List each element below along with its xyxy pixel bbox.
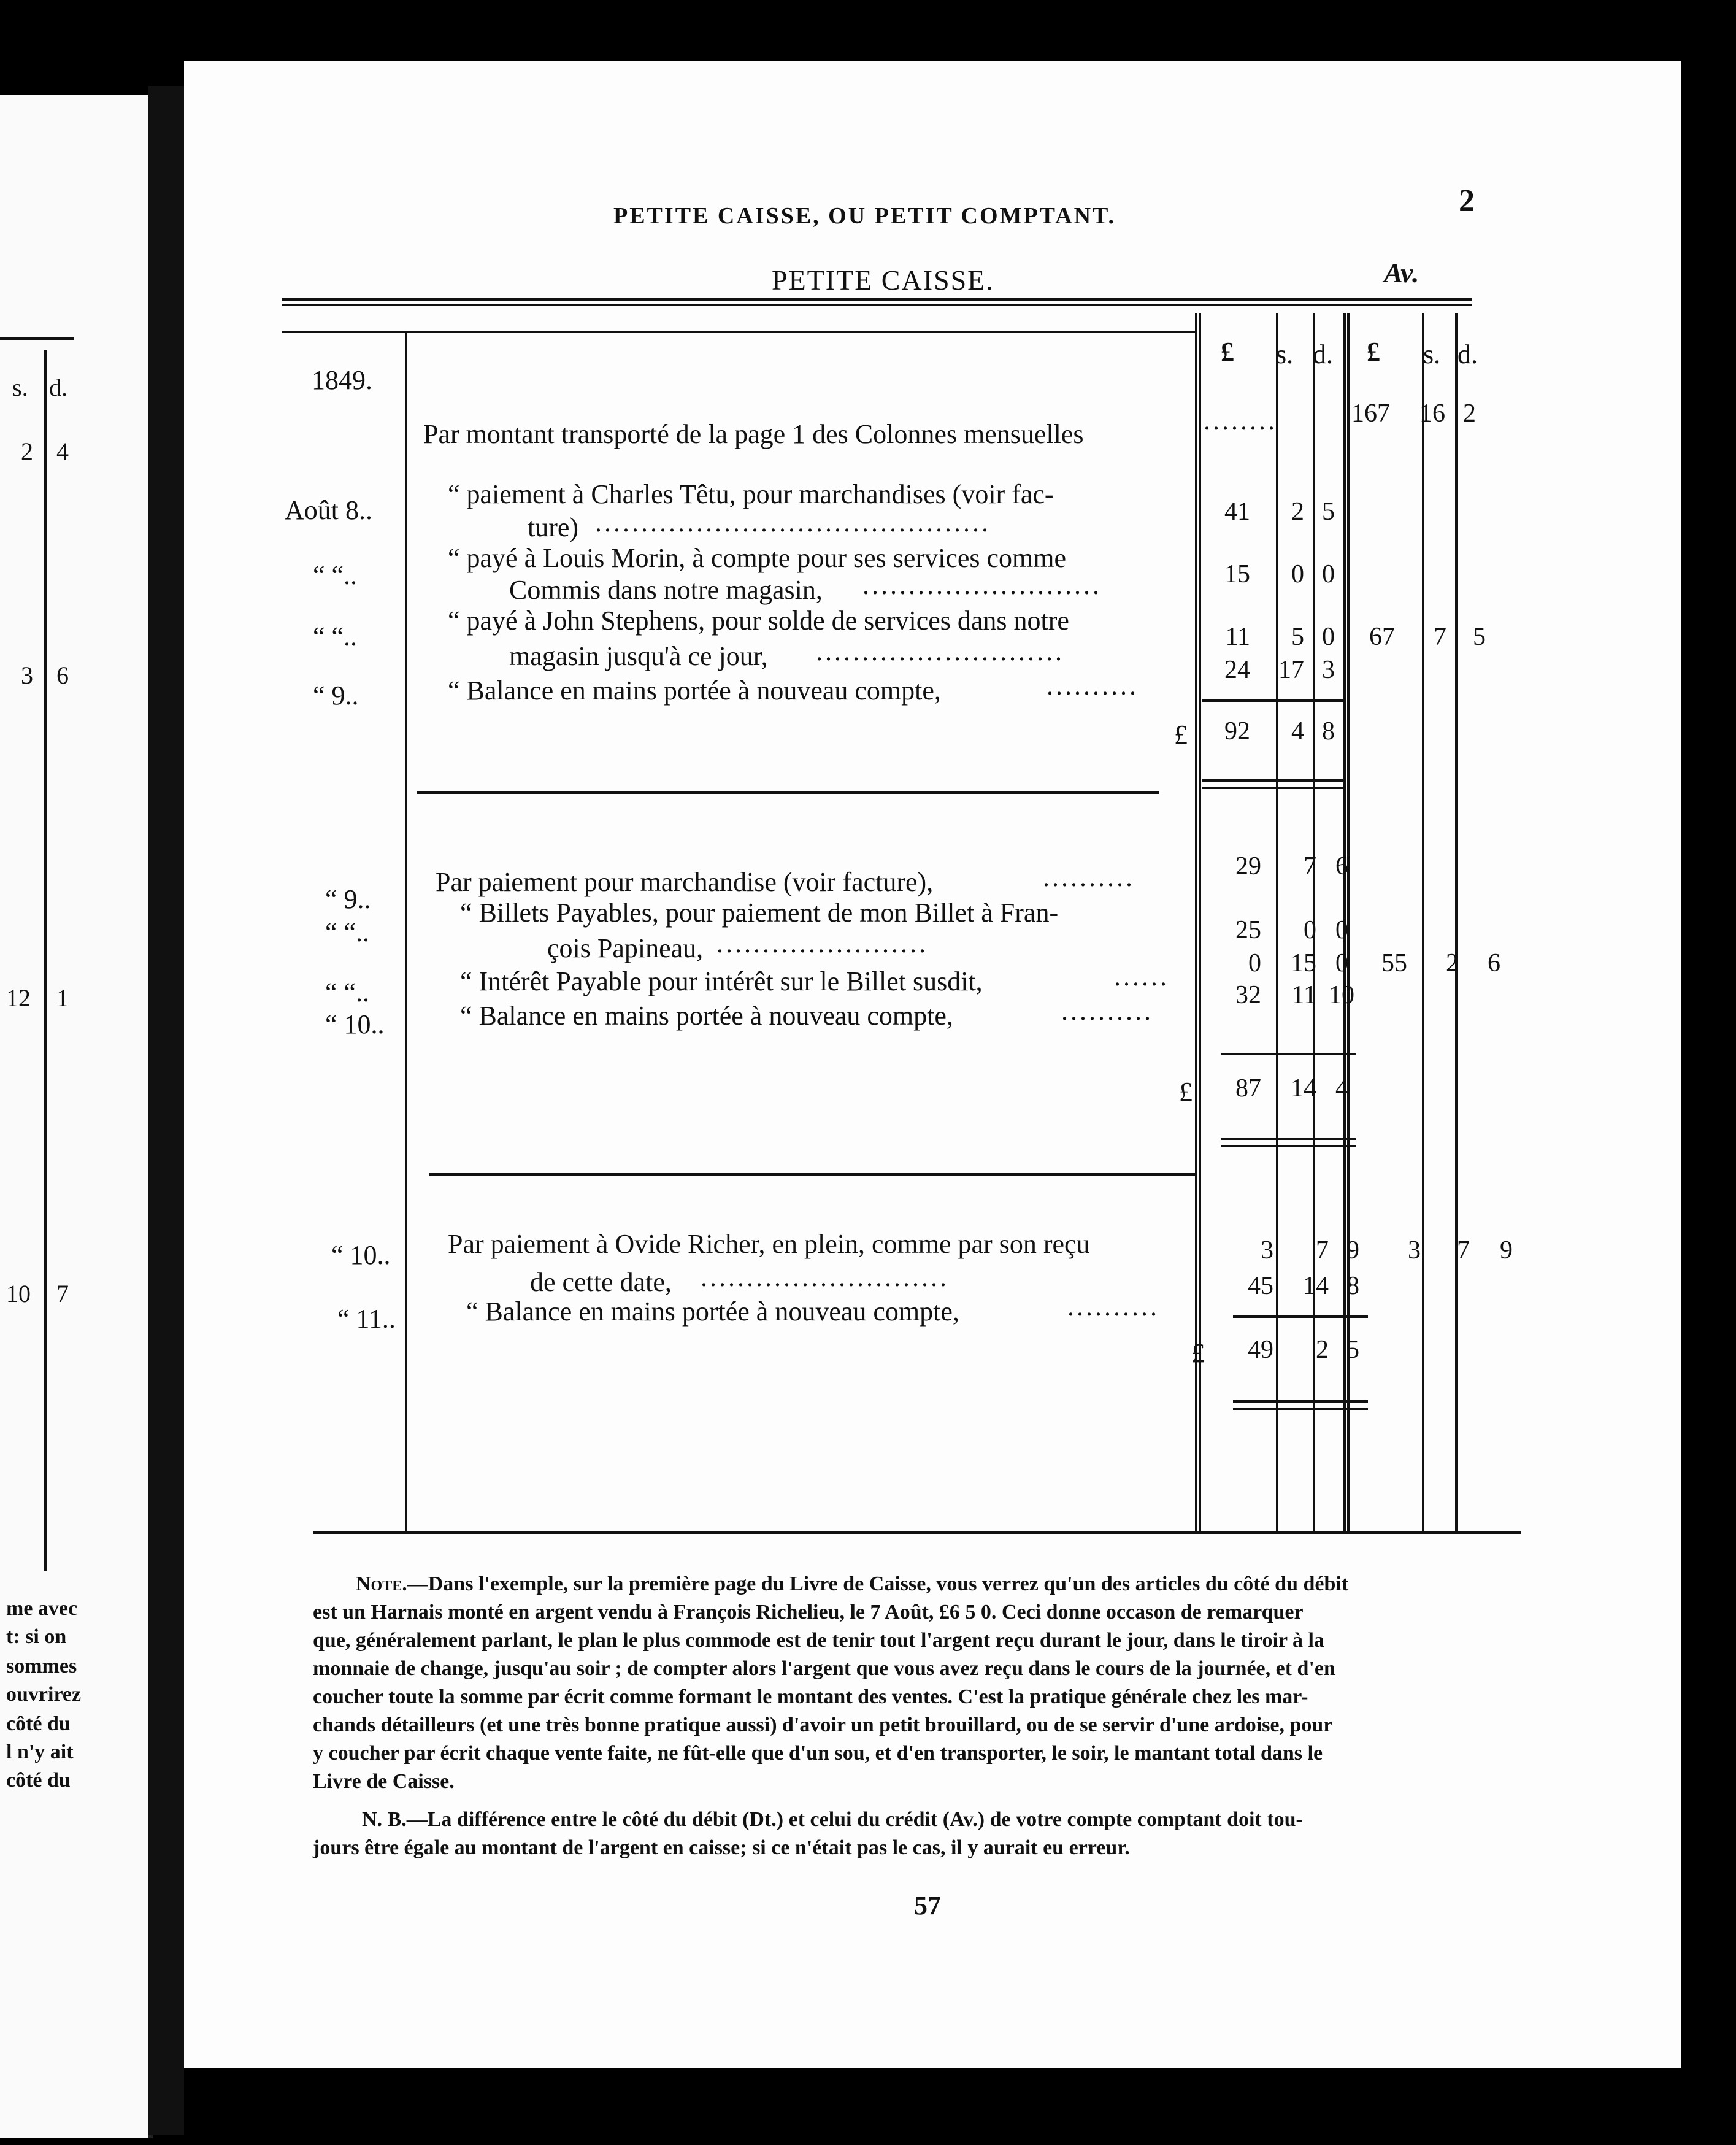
amount-pounds: 45 [1248,1272,1273,1300]
entry-dots: .......... [1043,862,1135,892]
block-divider [429,1173,1196,1176]
amount-pounds: 32 [1235,981,1261,1009]
note-line: jours être égale au montant de l'argent en caisse; si ce n'était pas le cas, il y aurait eu erreur. [313,1836,1130,1859]
entry-dots: .......... [1067,1292,1159,1322]
amount-pounds: 25 [1235,916,1261,944]
entry-text: “ Billets Payables, pour paiement de mon Billet à Fran- [460,898,1059,928]
left-note-line: t: si on [6,1625,67,1648]
top-rule [282,298,1472,301]
outer-pounds: 67 [1369,623,1395,651]
outer-pounds: 3 [1408,1236,1421,1265]
col-pence: d. [1313,339,1333,369]
total-pence: 4 [1335,1074,1348,1103]
amount-pounds: 24 [1224,656,1250,684]
page-gutter [148,86,184,2135]
subtotal-rule [1221,1053,1356,1055]
entry-dots: ....................... [716,928,928,958]
note-line: y coucher par écrit chaque vente faite, ne fût-elle que d'un sou, et d'en transporter, le soir, le mantant total dans le [313,1742,1323,1765]
entry-dots: .......... [1061,996,1153,1026]
left-cell: 12 [6,984,31,1012]
left-header-s: s. [12,374,28,401]
amount-shillings: 0 [1304,916,1316,944]
amount-pence: 0 [1335,916,1348,944]
amount-shillings: 7 [1304,852,1316,880]
amount-pence: 0 [1322,560,1335,588]
col-shillings: s. [1276,339,1294,369]
total-double-rule [1202,787,1343,789]
amount-pounds: 3 [1261,1236,1273,1265]
amount-pounds: 15 [1224,560,1250,588]
left-cell: 10 [6,1280,31,1307]
left-cell: 1 [56,984,69,1012]
entry-text: çois Papineau, [547,933,704,963]
total-symbol: £ [1179,1077,1193,1107]
amount-pounds: 11 [1225,623,1250,651]
col-pounds: £ [1221,337,1234,367]
carried-dots: ........ [1204,406,1277,436]
amount-shillings: 7 [1316,1236,1329,1265]
note-line: —Dans l'exemple, sur la première page du Livre de Caisse, vous verrez qu'un des articles du côté du débit [407,1573,1349,1595]
total-shillings: 2 [1316,1336,1329,1364]
left-column-rule [44,350,47,1571]
entry-text: Par paiement pour marchandise (voir facture), [436,867,934,897]
col-outer-pence: d. [1458,339,1478,369]
running-header: PETITE CAISSE, OU PETIT COMPTANT. [613,203,1116,229]
entry-dots: .......................... [862,570,1102,600]
entry-dots: .......... [1047,671,1139,701]
entry-text: magasin jusqu'à ce jour, [509,641,768,671]
amount-pence: 0 [1322,623,1335,651]
outer-shillings: 7 [1457,1236,1470,1265]
outer-pence: 9 [1500,1236,1513,1265]
left-rule [0,337,74,340]
amount-shillings: 17 [1278,656,1304,684]
subtotal-rule [1233,1315,1368,1318]
carried-pence: 2 [1463,399,1476,428]
amount-pence: 3 [1322,656,1335,684]
entry-text: ture) [528,512,579,542]
entry-text: “ payé à John Stephens, pour solde de services dans notre [448,606,1069,636]
entry-date: “ 10.. [331,1240,391,1270]
entry-dots: ........................... [701,1262,949,1292]
total-pence: 5 [1346,1336,1359,1364]
amount-shillings: 5 [1291,623,1304,651]
total-shillings: 4 [1291,717,1304,745]
outer-pence: 6 [1488,949,1500,977]
section-title: PETITE CAISSE. [772,264,994,296]
note-line: Livre de Caisse. [313,1770,455,1793]
outer-shillings: 2 [1446,949,1459,977]
total-pounds: 92 [1224,717,1250,745]
left-note-line: l n'y ait [6,1741,74,1763]
amount-pounds: 41 [1224,498,1250,526]
amount-pounds: 29 [1235,852,1261,880]
amount-pence: 8 [1346,1272,1359,1300]
entry-date: “ “.. [325,917,370,947]
entry-date: “ 9.. [325,884,371,914]
amount-pence: 9 [1346,1236,1359,1265]
total-double-rule [1233,1408,1368,1410]
amount-shillings: 11 [1291,981,1316,1009]
total-shillings: 14 [1291,1074,1316,1103]
folio-number: 57 [914,1890,941,1920]
left-note-line: me avec [6,1597,78,1620]
note-label: Note. [356,1573,407,1595]
entry-text: “ Balance en mains portée à nouveau compte, [466,1296,959,1327]
entry-date: “ “.. [313,560,358,590]
amount-pence: 0 [1335,949,1348,977]
amount-shillings: 0 [1291,560,1304,588]
outer-shilling-column-rule [1422,313,1424,1534]
outer-pounds: 55 [1381,949,1407,977]
note-line: monnaie de change, jusqu'au soir ; de compter alors l'argent que vous avez reçu dans le cours de la journée, et d'en [313,1657,1335,1680]
top-rule-thin [282,304,1472,306]
entry-text: “ Intérêt Payable pour intérêt sur le Billet susdit, [460,966,983,996]
entry-text: “ paiement à Charles Têtu, pour marchandises (voir fac- [448,479,1054,509]
total-symbol: £ [1191,1338,1205,1368]
entry-date: “ 10.. [325,1009,385,1039]
total-pence: 8 [1322,717,1335,745]
left-note-line: côté du [6,1712,71,1735]
amount-pence: 10 [1329,981,1354,1009]
left-cell: 2 [21,437,33,465]
col-outer-pounds: £ [1367,337,1380,367]
entry-date: “ “.. [313,622,358,652]
entry-text: de cette date, [530,1267,672,1297]
entry-dots: ........................... [816,636,1064,666]
note-line: est un Harnais monté en argent vendu à François Richelieu, le 7 Août, £6 5 0. Ceci donne occason de remarquer [313,1601,1304,1623]
entry-date: “ 11.. [337,1304,396,1334]
left-note-line: ouvrirez [6,1683,82,1706]
entry-text: Commis dans notre magasin, [509,575,823,605]
page-number: 2 [1459,183,1475,218]
left-cell: 3 [21,661,33,689]
total-double-rule [1221,1138,1356,1140]
side-label: Av. [1384,257,1419,288]
carried-shillings: 16 [1419,399,1445,428]
note-line: chands détailleurs (et une très bonne pratique aussi) d'avoir un petit brouillard, ou de se servir d'une ardoise, pour [313,1714,1333,1736]
total-double-rule [1233,1400,1368,1403]
shilling-column-rule [1276,313,1278,1534]
year: 1849. [312,365,372,395]
left-cell: 4 [56,437,69,465]
col-outer-shillings: s. [1423,339,1441,369]
note-line: —La différence entre le côté du débit (Dt.) et celui du crédit (Av.) de votre compte comptant doit tou- [406,1808,1303,1831]
entry-text: “ Balance en mains portée à nouveau compte, [460,1001,953,1031]
total-double-rule [1202,779,1343,782]
entry-date: Août 8.. [285,495,372,525]
subtotal-rule [1202,699,1343,702]
note-line: coucher toute la somme par écrit comme formant le montant des ventes. C'est la pratique générale chez les mar- [313,1685,1308,1708]
entry-date: “ 9.. [313,680,359,711]
note-line: que, généralement parlant, le plan le plus commode est de tenir tout l'argent reçu durant le jour, dans le tiroir à la [313,1629,1324,1652]
left-header-d: d. [49,374,67,401]
outer-pence: 5 [1473,623,1486,651]
entry-text: Par paiement à Ovide Richer, en plein, comme par son reçu [448,1229,1090,1259]
total-symbol: £ [1174,720,1188,750]
entry-text: “ Balance en mains portée à nouveau compte, [448,676,941,706]
entry-text: “ payé à Louis Morin, à compte pour ses services comme [448,543,1067,573]
entry-dots: ........................................... [595,507,991,537]
outer-shillings: 7 [1434,623,1446,651]
total-pounds: 87 [1235,1074,1261,1103]
carried-pounds: 167 [1351,399,1390,428]
date-column-rule [405,331,407,1534]
block-divider [417,791,1159,794]
amount-pence: 6 [1335,852,1348,880]
total-double-rule [1221,1145,1356,1147]
amount-shillings: 15 [1291,949,1316,977]
outer-pence-column-rule [1455,313,1458,1534]
amount-shillings: 2 [1291,498,1304,526]
left-cell: 6 [56,661,69,689]
amount-pence: 5 [1322,498,1335,526]
left-note-line: côté du [6,1769,71,1792]
entry-date: “ “.. [325,977,370,1007]
left-note-line: sommes [6,1655,77,1677]
entry-dots: ...... [1114,961,1169,992]
carried-text: Par montant transporté de la page 1 des Colonnes mensuelles [423,419,1084,449]
bottom-rule [313,1531,1521,1534]
amount-shillings: 14 [1303,1272,1329,1300]
nb-label: N. B. [362,1808,407,1831]
amount-pounds: 0 [1248,949,1261,977]
left-cell: 7 [56,1280,69,1307]
total-pounds: 49 [1248,1336,1273,1364]
header-rule [282,331,1196,333]
